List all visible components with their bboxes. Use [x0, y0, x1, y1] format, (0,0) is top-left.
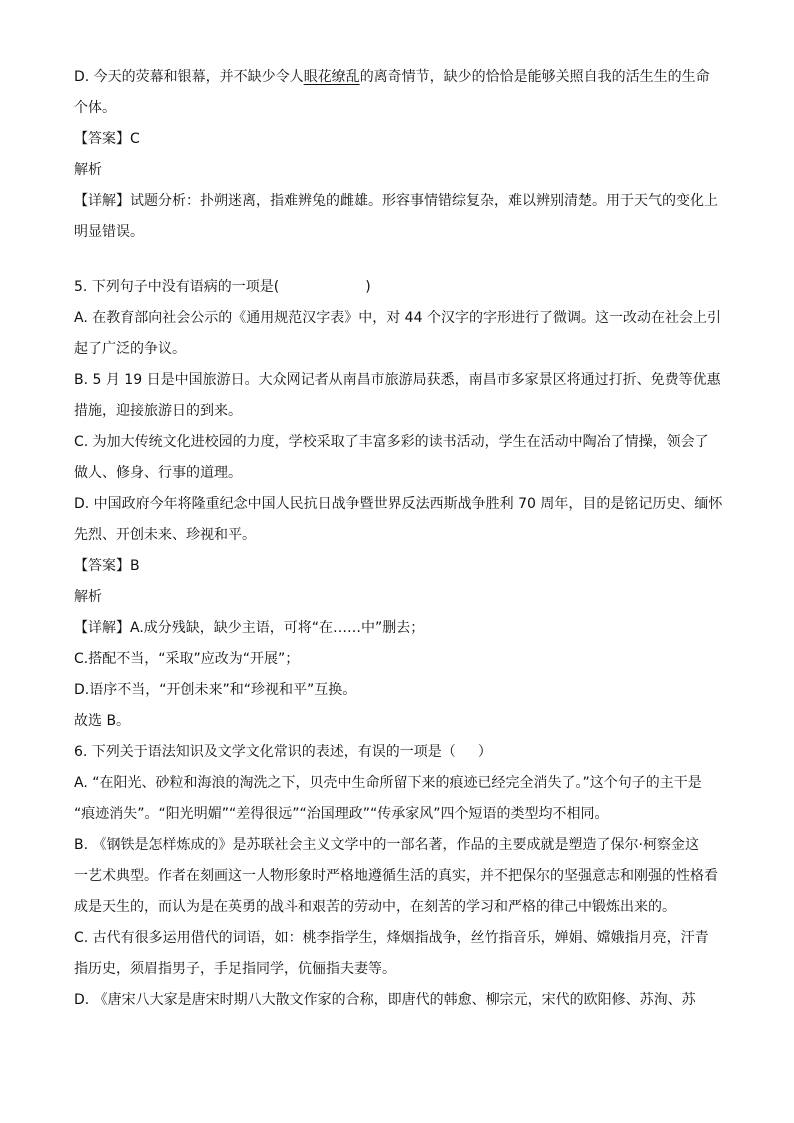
q5-detail-line-3: D.语序不当，“开创未来”和“珍视和平”互换。: [74, 682, 357, 698]
q5-option-a-line-2: 起了广泛的争议。: [74, 341, 186, 357]
q6-stem-close: ）: [477, 744, 492, 760]
q4-detail-line-1: 【详解】试题分析：扑朔迷离，指难辨兔的雌雄。形容事情错综复杂，难以辨别清楚。用于天气的变化上: [74, 193, 718, 209]
q6-option-b-line-1: B. 《钢铁是怎样炼成的》是苏联社会主义文学中的一部名著，作品的主要成就是塑造了保尔·柯察金这: [74, 837, 699, 853]
q6-option-b-line-2: 一艺术典型。作者在刻画这一人物形象时严格地遵循生活的真实，并不把保尔的坚强意志和刚强的性格看: [74, 868, 718, 884]
q4-underlined-idiom: 眼花缭乱: [303, 69, 360, 85]
q6-option-d-line-1: D. 《唐宋八大家是唐宋时期八大散文作家的合称，即唐代的韩愈、柳宗元，宋代的欧阳修、苏洵、苏: [74, 992, 696, 1008]
q5-option-b-line-2: 措施，迎接旅游日的到来。: [74, 403, 242, 419]
q5-detail-line-1: 【详解】A.成分残缺，缺少主语，可将“在……中”删去；: [74, 620, 425, 636]
q6-option-c-line-2: 指历史，须眉指男子，手足指同学，伉俪指夫妻等。: [74, 961, 396, 977]
q5-answer: 【答案】B: [74, 558, 140, 574]
q6-stem-text: 6. 下列关于语法知识及文学文化常识的表述，有误的一项是（: [74, 744, 456, 760]
q5-option-d-line-2: 先烈、开创未来、珍视和平。: [74, 527, 256, 543]
q5-stem: [74, 272, 724, 303]
q5-stem-close: ): [365, 279, 371, 295]
q4-analysis-heading: 解析: [74, 162, 102, 178]
document-page: [74, 62, 724, 1016]
q5-analysis-heading: 解析: [74, 589, 102, 605]
q6-option-a-line-2: “痕迹消失”。“阳光明媚”“差得很远”“治国理政”“传承家风”四个短语的类型均不相同。: [74, 806, 609, 822]
q5-option-d-line-1: D. 中国政府今年将隆重纪念中国人民抗日战争暨世界反法西斯战争胜利 70 周年，目的是铭记历史、缅怀: [74, 496, 723, 512]
q4-answer: 【答案】C: [74, 131, 140, 147]
q5-detail-line-2: C.搭配不当，“采取”应改为“开展”；: [74, 651, 300, 667]
q6-stem: [74, 737, 724, 768]
q6-option-c-line-1: C. 古代有很多运用借代的词语，如：桃李指学生，烽烟指战争，丝竹指音乐，婵娟、嫦娥指月亮，汗青: [74, 930, 709, 946]
q5-conclusion: 故选 B。: [74, 713, 131, 729]
q4-option-d-text: D. 今天的荧幕和银幕，并不缺少令人: [74, 69, 304, 85]
q5-option-b-line-1: B. 5 月 19 日是中国旅游日。大众网记者从南昌市旅游局获悉，南昌市多家景区将通过打折、免费等优惠: [74, 372, 721, 388]
q4-option-d-line-1: [74, 62, 724, 93]
q4-detail-line-2: 明显错误。: [74, 224, 144, 240]
q5-stem-text: 5. 下列句子中没有语病的一项是(: [74, 279, 280, 295]
q6-option-a-line-1: A. “在阳光、砂粒和海浪的淘洗之下，贝壳中生命所留下来的痕迹已经完全消失了。”这个句子的主干是: [74, 775, 702, 791]
q4-option-d-line-2: 个体。: [74, 100, 116, 116]
q5-option-c-line-1: C. 为加大传统文化进校园的力度，学校采取了丰富多彩的读书活动，学生在活动中陶冶了情操，领会了: [74, 434, 709, 450]
section-gap: [74, 248, 724, 272]
q4-option-d-text-cont: 的离奇情节，缺少的恰恰是能够关照自我的活生生的生命: [359, 69, 710, 85]
q5-option-a-line-1: A. 在教育部向社会公示的《通用规范汉字表》中，对 44 个汉字的字形进行了微调。这一改动在社会上引: [74, 310, 721, 326]
q5-option-c-line-2: 做人、修身、行事的道理。: [74, 465, 242, 481]
q6-option-b-line-3: 成是天生的，而认为是在英勇的战斗和艰苦的劳动中，在刻苦的学习和严格的律己中锻炼出来的。: [74, 899, 676, 915]
